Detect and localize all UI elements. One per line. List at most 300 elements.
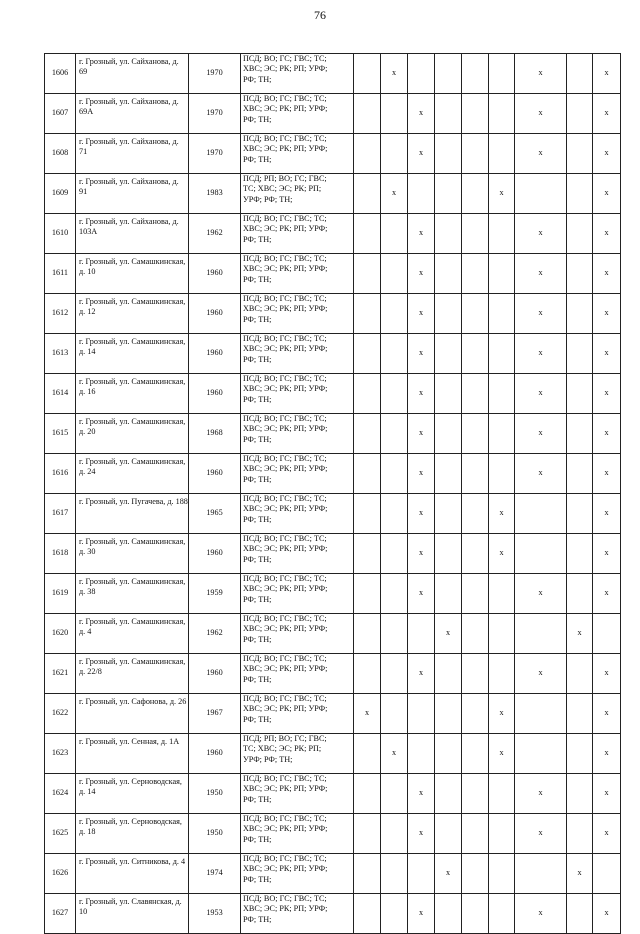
row-mark-cell — [462, 294, 489, 334]
row-number: 1608 — [45, 134, 76, 174]
row-systems — [241, 214, 354, 254]
row-mark-cell: x — [435, 854, 462, 894]
row-mark-cell — [567, 534, 593, 574]
row-systems — [241, 374, 354, 414]
systems-line: ХВС; ЭС; РК; РП; УРФ; — [243, 424, 328, 434]
row-year: 1970 — [189, 54, 241, 94]
systems-line: ХВС; ЭС; РК; РП; УРФ; — [243, 144, 328, 154]
table-row — [45, 854, 621, 894]
row-year: 1974 — [189, 854, 241, 894]
row-mark-cell — [435, 734, 462, 774]
row-year: 1962 — [189, 214, 241, 254]
systems-line: УРФ; РФ; ТН; — [243, 194, 293, 204]
row-mark-cell: x — [408, 334, 435, 374]
row-mark-cell — [435, 214, 462, 254]
systems-line: ПСД; РП; ВО; ГС; ГВС; — [243, 734, 327, 743]
row-mark-cell — [462, 574, 489, 614]
row-mark-cell — [567, 814, 593, 854]
systems-line: ХВС; ЭС; РК; РП; УРФ; — [243, 264, 328, 274]
row-mark-cell — [435, 94, 462, 134]
row-mark-cell — [381, 94, 408, 134]
row-mark-cell — [462, 734, 489, 774]
row-mark-cell — [462, 374, 489, 414]
row-mark-cell — [515, 614, 567, 654]
table-row — [45, 94, 621, 134]
table-row — [45, 414, 621, 454]
row-systems — [241, 574, 354, 614]
row-mark-cell — [593, 854, 621, 894]
row-mark-cell: x — [408, 454, 435, 494]
systems-line: ХВС; ЭС; РК; РП; УРФ; — [243, 64, 328, 74]
row-mark-cell — [354, 854, 381, 894]
row-mark-cell — [435, 774, 462, 814]
row-systems — [241, 454, 354, 494]
row-mark-cell — [462, 694, 489, 734]
table-row — [45, 534, 621, 574]
row-systems — [241, 54, 354, 94]
row-mark-cell: x — [408, 494, 435, 534]
row-address: г. Грозный, ул. Самашкинская, д. 12 — [76, 294, 189, 334]
row-mark-cell — [381, 814, 408, 854]
row-number: 1612 — [45, 294, 76, 334]
systems-line: ХВС; ЭС; РК; РП; УРФ; — [243, 344, 328, 354]
row-mark-cell — [489, 254, 515, 294]
row-mark-cell — [462, 494, 489, 534]
systems-line: РФ; ТН; — [243, 474, 272, 484]
row-year: 1960 — [189, 734, 241, 774]
row-address: г. Грозный, ул. Сайханова, д. 103А — [76, 214, 189, 254]
row-year: 1959 — [189, 574, 241, 614]
systems-line: РФ; ТН; — [243, 434, 272, 444]
row-systems — [241, 654, 354, 694]
row-year: 1960 — [189, 454, 241, 494]
row-mark-cell — [381, 494, 408, 534]
systems-line: РФ; ТН; — [243, 234, 272, 244]
row-mark-cell — [435, 414, 462, 454]
row-mark-cell — [567, 414, 593, 454]
row-number: 1611 — [45, 254, 76, 294]
row-systems — [241, 134, 354, 174]
row-mark-cell — [462, 774, 489, 814]
table-row — [45, 614, 621, 654]
row-number: 1627 — [45, 894, 76, 934]
systems-line: РФ; ТН; — [243, 674, 272, 684]
systems-line: РФ; ТН; — [243, 354, 272, 364]
systems-line: РФ; ТН; — [243, 154, 272, 164]
systems-line: РФ; ТН; — [243, 274, 272, 284]
row-mark-cell: x — [381, 174, 408, 214]
row-systems — [241, 894, 354, 934]
row-mark-cell: x — [593, 374, 621, 414]
row-mark-cell: x — [408, 654, 435, 694]
row-mark-cell — [354, 174, 381, 214]
systems-line: ПСД; ВО; ГС; ГВС; ТС; — [243, 654, 327, 663]
systems-line: РФ; ТН; — [243, 634, 272, 644]
row-mark-cell — [435, 334, 462, 374]
row-mark-cell: x — [593, 734, 621, 774]
row-number: 1616 — [45, 454, 76, 494]
row-mark-cell — [354, 254, 381, 294]
row-number: 1615 — [45, 414, 76, 454]
row-mark-cell — [489, 334, 515, 374]
row-mark-cell — [381, 454, 408, 494]
row-mark-cell — [567, 774, 593, 814]
row-mark-cell — [567, 334, 593, 374]
systems-line: ПСД; ВО; ГС; ГВС; ТС; — [243, 334, 327, 343]
row-mark-cell: x — [567, 854, 593, 894]
systems-line: ХВС; ЭС; РК; РП; УРФ; — [243, 824, 328, 834]
row-mark-cell — [381, 614, 408, 654]
row-mark-cell: x — [408, 134, 435, 174]
row-mark-cell — [462, 334, 489, 374]
row-mark-cell — [567, 94, 593, 134]
row-mark-cell: x — [408, 574, 435, 614]
row-mark-cell: x — [354, 694, 381, 734]
table-row — [45, 694, 621, 734]
row-mark-cell — [489, 854, 515, 894]
table-row — [45, 814, 621, 854]
row-number: 1607 — [45, 94, 76, 134]
table-row — [45, 54, 621, 94]
row-mark-cell — [435, 534, 462, 574]
table-row — [45, 894, 621, 934]
row-number: 1620 — [45, 614, 76, 654]
table-row — [45, 574, 621, 614]
row-mark-cell: x — [408, 94, 435, 134]
table-row — [45, 454, 621, 494]
row-mark-cell — [354, 54, 381, 94]
systems-line: ХВС; ЭС; РК; РП; УРФ; — [243, 864, 328, 874]
row-mark-cell — [408, 694, 435, 734]
row-mark-cell — [489, 134, 515, 174]
row-mark-cell — [408, 854, 435, 894]
row-mark-cell — [354, 894, 381, 934]
row-mark-cell: x — [515, 374, 567, 414]
systems-line: ПСД; ВО; ГС; ГВС; ТС; — [243, 894, 327, 903]
row-address: г. Грозный, ул. Сайханова, д. 91 — [76, 174, 189, 214]
row-address: г. Грозный, ул. Самашкинская, д. 24 — [76, 454, 189, 494]
row-mark-cell: x — [515, 214, 567, 254]
row-systems — [241, 294, 354, 334]
row-mark-cell: x — [593, 294, 621, 334]
row-year: 1962 — [189, 614, 241, 654]
row-mark-cell — [567, 174, 593, 214]
row-mark-cell: x — [593, 54, 621, 94]
row-mark-cell: x — [515, 134, 567, 174]
row-number: 1618 — [45, 534, 76, 574]
row-mark-cell — [354, 774, 381, 814]
systems-line: ХВС; ЭС; РК; РП; УРФ; — [243, 384, 328, 394]
row-systems — [241, 734, 354, 774]
row-mark-cell — [354, 454, 381, 494]
row-mark-cell: x — [593, 134, 621, 174]
row-mark-cell — [462, 54, 489, 94]
row-mark-cell: x — [408, 294, 435, 334]
row-mark-cell — [381, 574, 408, 614]
row-mark-cell — [462, 254, 489, 294]
row-mark-cell — [567, 214, 593, 254]
row-mark-cell: x — [593, 534, 621, 574]
row-address: г. Грозный, ул. Сайханова, д. 71 — [76, 134, 189, 174]
row-mark-cell — [462, 454, 489, 494]
row-mark-cell: x — [489, 694, 515, 734]
row-mark-cell: x — [408, 894, 435, 934]
row-mark-cell — [567, 654, 593, 694]
row-mark-cell — [593, 614, 621, 654]
row-mark-cell — [381, 254, 408, 294]
table-row — [45, 254, 621, 294]
row-year: 1960 — [189, 334, 241, 374]
row-mark-cell — [462, 94, 489, 134]
row-address: г. Грозный, ул. Самашкинская, д. 38 — [76, 574, 189, 614]
row-year: 1970 — [189, 134, 241, 174]
systems-line: ПСД; ВО; ГС; ГВС; ТС; — [243, 814, 327, 823]
row-address: г. Грозный, ул. Славянская, д. 10 — [76, 894, 189, 934]
row-mark-cell — [489, 94, 515, 134]
row-mark-cell: x — [515, 414, 567, 454]
row-mark-cell — [462, 614, 489, 654]
systems-line: ТС; ХВС; ЭС; РК; РП; — [243, 744, 322, 754]
row-mark-cell: x — [515, 774, 567, 814]
row-year: 1950 — [189, 814, 241, 854]
systems-line: РФ; ТН; — [243, 794, 272, 804]
row-systems — [241, 814, 354, 854]
row-mark-cell — [489, 414, 515, 454]
row-address: г. Грозный, ул. Сафонова, д. 26 — [76, 694, 189, 734]
row-mark-cell — [462, 534, 489, 574]
row-mark-cell: x — [593, 254, 621, 294]
row-mark-cell — [462, 414, 489, 454]
systems-line: ПСД; ВО; ГС; ГВС; ТС; — [243, 854, 327, 863]
register-table — [44, 53, 621, 934]
table-row — [45, 734, 621, 774]
row-mark-cell: x — [593, 94, 621, 134]
table-row — [45, 134, 621, 174]
row-mark-cell: x — [381, 54, 408, 94]
row-mark-cell: x — [408, 534, 435, 574]
systems-line: ПСД; ВО; ГС; ГВС; ТС; — [243, 494, 327, 503]
systems-line: ХВС; ЭС; РК; РП; УРФ; — [243, 304, 328, 314]
row-number: 1619 — [45, 574, 76, 614]
row-mark-cell — [489, 214, 515, 254]
systems-line: РФ; ТН; — [243, 834, 272, 844]
row-mark-cell: x — [408, 414, 435, 454]
row-systems — [241, 174, 354, 214]
systems-line: РФ; ТН; — [243, 514, 272, 524]
row-number: 1624 — [45, 774, 76, 814]
systems-line: ХВС; ЭС; РК; РП; УРФ; — [243, 104, 328, 114]
row-mark-cell: x — [489, 174, 515, 214]
row-mark-cell — [567, 694, 593, 734]
row-mark-cell — [567, 454, 593, 494]
row-mark-cell — [354, 734, 381, 774]
row-mark-cell: x — [593, 454, 621, 494]
row-systems — [241, 334, 354, 374]
row-mark-cell: x — [489, 494, 515, 534]
row-mark-cell: x — [381, 734, 408, 774]
row-mark-cell: x — [408, 254, 435, 294]
row-year: 1960 — [189, 254, 241, 294]
row-mark-cell — [489, 614, 515, 654]
row-mark-cell: x — [435, 614, 462, 654]
row-mark-cell — [381, 694, 408, 734]
row-systems — [241, 414, 354, 454]
row-mark-cell: x — [593, 494, 621, 534]
row-year: 1960 — [189, 374, 241, 414]
row-year: 1960 — [189, 294, 241, 334]
row-mark-cell — [435, 294, 462, 334]
row-mark-cell — [435, 694, 462, 734]
row-mark-cell — [435, 494, 462, 534]
systems-line: РФ; ТН; — [243, 594, 272, 604]
row-mark-cell — [435, 454, 462, 494]
table-row — [45, 374, 621, 414]
row-number: 1626 — [45, 854, 76, 894]
row-systems — [241, 694, 354, 734]
row-mark-cell — [462, 814, 489, 854]
row-mark-cell: x — [515, 54, 567, 94]
row-mark-cell — [567, 734, 593, 774]
row-mark-cell — [354, 814, 381, 854]
systems-line: ТС; ХВС; ЭС; РК; РП; — [243, 184, 322, 194]
row-year: 1960 — [189, 654, 241, 694]
systems-line: ПСД; ВО; ГС; ГВС; ТС; — [243, 694, 327, 703]
table-row — [45, 294, 621, 334]
systems-line: ПСД; ВО; ГС; ГВС; ТС; — [243, 374, 327, 383]
page-number: 76 — [314, 8, 326, 22]
row-number: 1606 — [45, 54, 76, 94]
row-mark-cell — [354, 494, 381, 534]
row-mark-cell — [489, 454, 515, 494]
row-mark-cell — [489, 294, 515, 334]
systems-line: ХВС; ЭС; РК; РП; УРФ; — [243, 664, 328, 674]
systems-line: РФ; ТН; — [243, 74, 272, 84]
row-mark-cell: x — [408, 214, 435, 254]
row-mark-cell: x — [408, 814, 435, 854]
row-mark-cell — [381, 854, 408, 894]
row-mark-cell — [462, 134, 489, 174]
row-mark-cell — [354, 374, 381, 414]
row-mark-cell — [354, 414, 381, 454]
row-year: 1953 — [189, 894, 241, 934]
row-mark-cell — [354, 134, 381, 174]
row-address: г. Грозный, ул. Самашкинская, д. 16 — [76, 374, 189, 414]
systems-line: ХВС; ЭС; РК; РП; УРФ; — [243, 904, 328, 914]
row-mark-cell — [515, 494, 567, 534]
row-mark-cell — [462, 854, 489, 894]
row-mark-cell — [435, 54, 462, 94]
row-mark-cell — [354, 614, 381, 654]
row-mark-cell — [462, 214, 489, 254]
row-mark-cell — [381, 774, 408, 814]
row-mark-cell — [354, 654, 381, 694]
row-systems — [241, 774, 354, 814]
row-mark-cell: x — [593, 574, 621, 614]
row-address: г. Грозный, ул. Сайханова, д. 69А — [76, 94, 189, 134]
row-number: 1614 — [45, 374, 76, 414]
systems-line: ПСД; ВО; ГС; ГВС; ТС; — [243, 94, 327, 103]
row-mark-cell: x — [515, 454, 567, 494]
systems-line: УРФ; РФ; ТН; — [243, 754, 293, 764]
row-mark-cell: x — [593, 214, 621, 254]
row-mark-cell — [462, 654, 489, 694]
systems-line: ХВС; ЭС; РК; РП; УРФ; — [243, 704, 328, 714]
row-mark-cell: x — [515, 294, 567, 334]
row-mark-cell: x — [593, 894, 621, 934]
systems-line: РФ; ТН; — [243, 394, 272, 404]
systems-line: ХВС; ЭС; РК; РП; УРФ; — [243, 624, 328, 634]
row-mark-cell: x — [489, 534, 515, 574]
row-mark-cell — [489, 374, 515, 414]
row-mark-cell: x — [593, 774, 621, 814]
systems-line: РФ; ТН; — [243, 874, 272, 884]
row-address: г. Грозный, ул. Серноводская, д. 18 — [76, 814, 189, 854]
row-mark-cell: x — [593, 694, 621, 734]
row-mark-cell — [381, 894, 408, 934]
systems-line: ПСД; РП; ВО; ГС; ГВС; — [243, 174, 327, 183]
row-mark-cell — [408, 54, 435, 94]
row-mark-cell — [567, 894, 593, 934]
row-address: г. Грозный, ул. Самашкинская, д. 10 — [76, 254, 189, 294]
row-mark-cell — [462, 894, 489, 934]
row-mark-cell — [354, 574, 381, 614]
row-mark-cell — [489, 894, 515, 934]
row-year: 1950 — [189, 774, 241, 814]
row-number: 1625 — [45, 814, 76, 854]
row-mark-cell — [567, 294, 593, 334]
row-mark-cell — [381, 334, 408, 374]
row-year: 1983 — [189, 174, 241, 214]
table-row — [45, 654, 621, 694]
systems-line: ХВС; ЭС; РК; РП; УРФ; — [243, 544, 328, 554]
systems-line: ПСД; ВО; ГС; ГВС; ТС; — [243, 54, 327, 63]
table-row — [45, 174, 621, 214]
row-mark-cell — [515, 854, 567, 894]
row-mark-cell — [567, 134, 593, 174]
row-systems — [241, 94, 354, 134]
systems-line: ПСД; ВО; ГС; ГВС; ТС; — [243, 414, 327, 423]
row-mark-cell: x — [567, 614, 593, 654]
systems-line: ХВС; ЭС; РК; РП; УРФ; — [243, 584, 328, 594]
row-address: г. Грозный, ул. Самашкинская, д. 30 — [76, 534, 189, 574]
row-mark-cell — [515, 694, 567, 734]
row-address: г. Грозный, ул. Серноводская, д. 14 — [76, 774, 189, 814]
table-row — [45, 214, 621, 254]
row-mark-cell — [381, 214, 408, 254]
row-mark-cell — [354, 94, 381, 134]
systems-line: ПСД; ВО; ГС; ГВС; ТС; — [243, 294, 327, 303]
row-mark-cell — [435, 574, 462, 614]
row-mark-cell — [381, 654, 408, 694]
row-mark-cell — [515, 174, 567, 214]
row-number: 1621 — [45, 654, 76, 694]
row-mark-cell: x — [593, 334, 621, 374]
row-number: 1622 — [45, 694, 76, 734]
row-mark-cell: x — [515, 654, 567, 694]
row-mark-cell — [408, 614, 435, 654]
systems-line: ПСД; ВО; ГС; ГВС; ТС; — [243, 614, 327, 623]
systems-line: ПСД; ВО; ГС; ГВС; ТС; — [243, 534, 327, 543]
row-mark-cell — [354, 334, 381, 374]
systems-line: ХВС; ЭС; РК; РП; УРФ; — [243, 464, 328, 474]
systems-line: ПСД; ВО; ГС; ГВС; ТС; — [243, 454, 327, 463]
systems-line: РФ; ТН; — [243, 314, 272, 324]
systems-line: ПСД; ВО; ГС; ГВС; ТС; — [243, 254, 327, 263]
row-mark-cell — [354, 214, 381, 254]
row-address: г. Грозный, ул. Ситникова, д. 4 — [76, 854, 189, 894]
row-mark-cell — [435, 894, 462, 934]
row-year: 1967 — [189, 694, 241, 734]
